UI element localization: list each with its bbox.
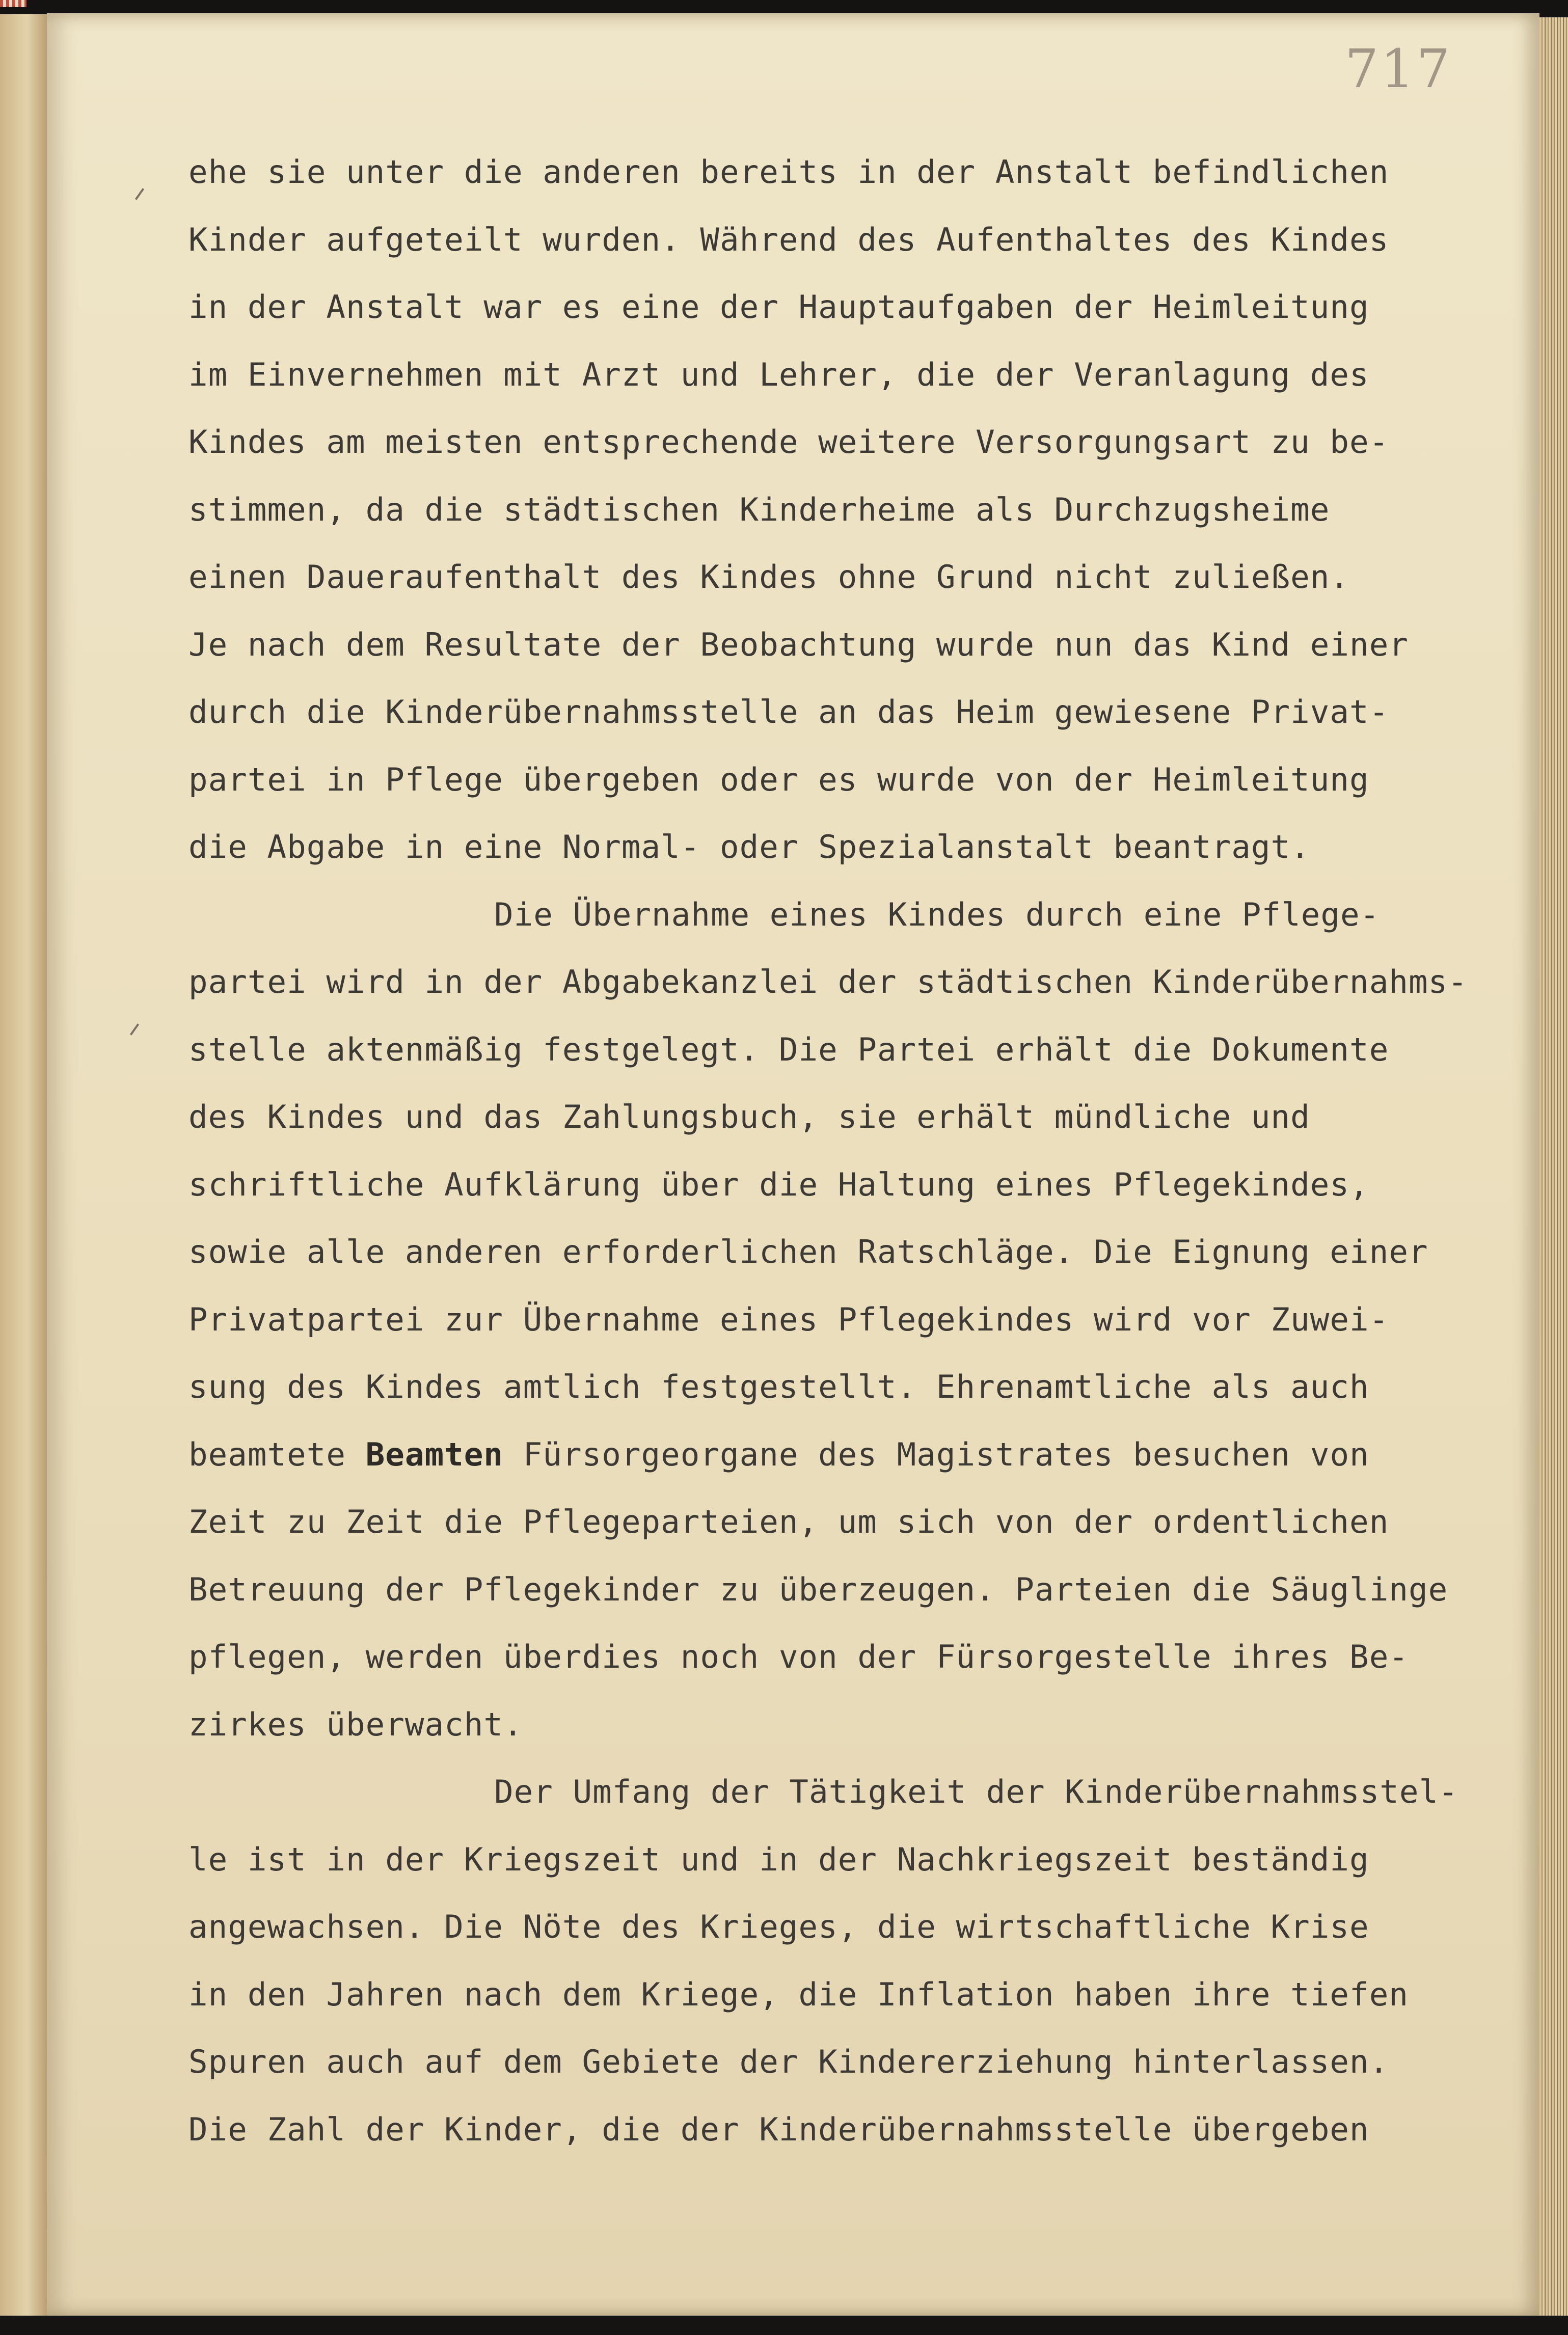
- text-line: ehe sie unter die anderen bereits in der Anstalt befindlichen: [188, 153, 1389, 191]
- text-line: Kinder aufgeteilt wurden. Während des Aufenthaltes des Kindes: [188, 221, 1389, 258]
- text-line: pflegen, werden überdies noch von der Fürsorgestelle ihres Be-: [188, 1638, 1409, 1675]
- text-line: Der Umfang der Tätigkeit der Kinderübernahmsstel-: [494, 1773, 1458, 1810]
- text-line: Die Übernahme eines Kindes durch eine Pflege-: [494, 895, 1380, 933]
- text-line: im Einvernehmen mit Arzt und Lehrer, die der Veranlagung des: [188, 356, 1369, 393]
- text-line: angewachsen. Die Nöte des Krieges, die wirtschaftliche Krise: [188, 1908, 1369, 1945]
- page-stack-edges: [1539, 17, 1568, 2320]
- text-line: Zeit zu Zeit die Pflegeparteien, um sich von der ordentlichen: [188, 1503, 1389, 1540]
- text-line: schriftliche Aufklärung über die Haltung eines Pflegekindes,: [188, 1165, 1369, 1203]
- text-line: Kindes am meisten entsprechende weitere Versorgungsart zu be-: [188, 423, 1389, 460]
- book-bottom-edge: [0, 2316, 1568, 2335]
- text-line: sowie alle anderen erforderlichen Ratschläge. Die Eignung einer: [188, 1233, 1428, 1270]
- text-line: stimmen, da die städtischen Kinderheime als Durchzugsheime: [188, 491, 1330, 528]
- text-line: Je nach dem Resultate der Beobachtung wurde nun das Kind einer: [188, 626, 1409, 663]
- body-text: [188, 139, 1533, 2163]
- text-line: sung des Kindes amtlich festgestellt. Ehrenamtliche als auch: [188, 1368, 1369, 1405]
- page-number: 717: [1345, 38, 1452, 100]
- text-line: Spuren auch auf dem Gebiete der Kindererziehung hinterlassen.: [188, 2043, 1389, 2080]
- text-line: des Kindes und das Zahlungsbuch, sie erhält mündliche und: [188, 1098, 1310, 1135]
- text-line: die Abgabe in eine Normal- oder Spezialanstalt beantragt.: [188, 828, 1310, 865]
- text-line: Privatpartei zur Übernahme eines Pflegekindes wird vor Zuwei-: [188, 1300, 1389, 1338]
- text-segment: Fürsorgeorgane des Magistrates besuchen von: [503, 1435, 1369, 1473]
- text-segment: beamtete: [188, 1435, 366, 1473]
- text-line: einen Daueraufenthalt des Kindes ohne Grund nicht zuließen.: [188, 558, 1350, 595]
- text-line: partei wird in der Abgabekanzlei der städtischen Kinderübernahms-: [188, 963, 1468, 1000]
- binding-cord: [0, 0, 26, 7]
- text-line: stelle aktenmäßig festgelegt. Die Partei erhält die Dokumente: [188, 1030, 1389, 1068]
- text-line: [188, 1421, 1533, 1489]
- text-line: partei in Pflege übergeben oder es wurde von der Heimleitung: [188, 761, 1369, 798]
- text-line: zirkes überwacht.: [188, 1705, 523, 1743]
- text-line: in der Anstalt war es eine der Hauptaufgaben der Heimleitung: [188, 288, 1369, 325]
- text-line: in den Jahren nach dem Kriege, die Inflation haben ihre tiefen: [188, 1975, 1409, 2013]
- overtyped-word: Beamten: [365, 1435, 504, 1473]
- text-line: Die Zahl der Kinder, die der Kinderübernahmsstelle übergeben: [188, 2110, 1369, 2148]
- text-line: le ist in der Kriegszeit und in der Nachkriegszeit beständig: [188, 1840, 1369, 1878]
- text-line: durch die Kinderübernahmsstelle an das Heim gewiesene Privat-: [188, 693, 1389, 730]
- text-line: Betreuung der Pflegekinder zu überzeugen. Parteien die Säuglinge: [188, 1570, 1448, 1608]
- facing-page-edge: [0, 14, 50, 2317]
